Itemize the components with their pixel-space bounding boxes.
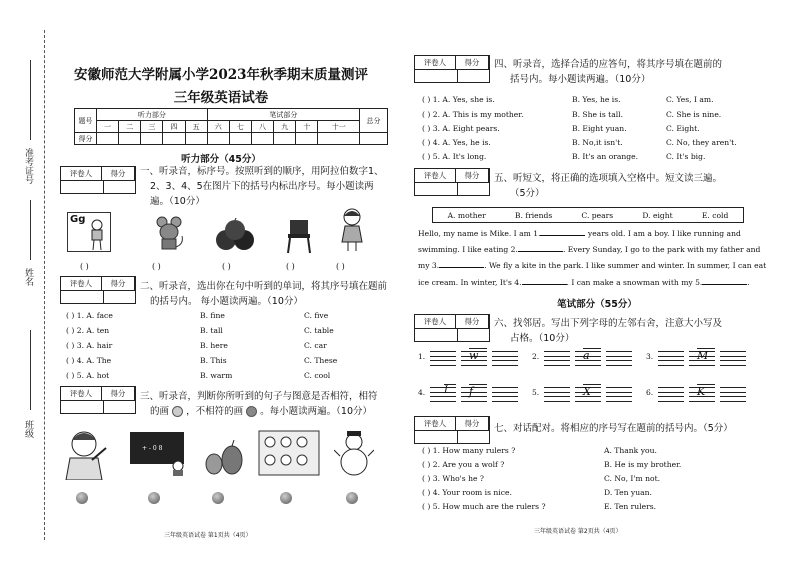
passage-text: my 3.: [418, 261, 440, 271]
reviewer-label: 评卷人: [415, 56, 456, 69]
q4-row-4-b: B. No,it isn't.: [572, 138, 623, 147]
q6-answer-cell[interactable]: [720, 351, 746, 365]
exam-title: 安徽师范大学附属小学2023年秋季期末质量测评: [73, 67, 369, 83]
card-letters: Gg: [70, 214, 86, 225]
q6-item-number: 1.: [418, 352, 426, 361]
q4-row-4-c: C. No, they aren't.: [666, 138, 737, 147]
q6-answer-cell[interactable]: [720, 387, 746, 401]
blank-5[interactable]: [702, 277, 750, 287]
q6-given-letter: M: [697, 348, 715, 362]
q6-given-letter: K: [697, 384, 715, 398]
col-header: 三: [141, 121, 163, 133]
q2-row-3-b: B. here: [200, 341, 228, 350]
score-entry[interactable]: [251, 133, 273, 145]
q7-line1: 七、对话配对。将相应的序号写在题前的括号内。（5分）: [494, 423, 733, 434]
q2-row-5-c: C. cool: [304, 371, 331, 380]
q7-answer-e: E. Ten rulers.: [604, 502, 657, 511]
score-entry[interactable]: [97, 133, 119, 145]
q4-row-1-c: C. Yes, I am.: [666, 95, 714, 104]
q1-line3: 遍。（10分）: [150, 196, 205, 207]
q2-row-4-b: B. This: [200, 356, 227, 365]
writing-cell: 笔试部分: [207, 109, 359, 121]
grader-box: [60, 166, 136, 194]
score-entry[interactable]: [318, 133, 360, 145]
binding-margin: [0, 0, 48, 561]
exam-number-label: 准考证号: [23, 148, 33, 184]
name-line[interactable]: [30, 200, 31, 260]
col-header: 九: [274, 121, 296, 133]
reviewer-label: 评卷人: [415, 417, 456, 430]
q6-given-letter-cell: [461, 387, 487, 401]
blank-1[interactable]: [540, 228, 585, 236]
q5-option-b: B. friends: [514, 210, 553, 220]
q3-line2-b: ，不相符的画: [186, 406, 244, 417]
q4-row-3-b: B. Eight yuan.: [572, 124, 627, 133]
page2-footer: 三年级英语试卷 第2页共（4页）: [534, 528, 622, 535]
reviewer-label: 评卷人: [415, 315, 456, 328]
score-label: 得分: [456, 169, 489, 182]
q4-row-1-b: B. Yes, he is.: [572, 95, 621, 104]
q1-answer-4[interactable]: ( ): [286, 262, 295, 271]
classroom-picture: [258, 430, 320, 476]
q2-row-2-a[interactable]: ( ) 2. A. ten: [66, 326, 110, 335]
q3-answer-ball-5[interactable]: [346, 492, 358, 504]
q2-row-5-a[interactable]: ( ) 5. A. hot: [66, 371, 110, 380]
q7-question-4[interactable]: ( ) 4. Your room is nice.: [422, 488, 512, 497]
q5-line2: （5分）: [510, 188, 545, 199]
q6-answer-cell[interactable]: [430, 387, 456, 401]
q2-row-4-c: C. These: [304, 356, 338, 365]
col-header: 十: [296, 121, 318, 133]
svg-text:+ - 0 8: + - 0 8: [142, 445, 163, 452]
col-header: 四: [163, 121, 185, 133]
q6-item-number: 3.: [646, 352, 654, 361]
q4-row-3-a[interactable]: ( ) 3. A. Eight pears.: [422, 124, 500, 133]
q4-row-2-a[interactable]: ( ) 2. A. This is my mother.: [422, 110, 524, 119]
sad-face-icon: [246, 406, 257, 417]
score-label: 得分: [456, 56, 489, 69]
score-entry[interactable]: [163, 133, 185, 145]
score-table: [74, 108, 388, 145]
class-line[interactable]: [30, 330, 31, 410]
score-entry[interactable]: [119, 133, 141, 145]
q2-row-2-b: B. tall: [200, 326, 223, 335]
q6-answer-cell[interactable]: [544, 387, 570, 401]
q6-answer-cell[interactable]: [606, 351, 632, 365]
q6-given-letter-cell: [689, 351, 715, 365]
q6-item-number: 6.: [646, 388, 654, 397]
q1-answer-3[interactable]: ( ): [222, 262, 231, 271]
q3-answer-ball-4[interactable]: [280, 492, 292, 504]
q1-answer-2[interactable]: ( ): [152, 262, 161, 271]
q2-row-1-a[interactable]: ( ) 1. A. face: [66, 311, 113, 320]
mouse-picture: [152, 214, 186, 252]
q6-given-letter: a: [583, 348, 601, 362]
q6-given-letter: f: [469, 384, 487, 398]
q6-answer-cell[interactable]: [430, 351, 456, 365]
writing-header: 笔试部分（55分）: [557, 299, 637, 310]
score-entry[interactable]: [296, 133, 318, 145]
letter-card-picture: [67, 212, 111, 252]
score-entry[interactable]: [141, 133, 163, 145]
q4-line1: 四、听录音，选择合适的应答句，将其序号填在题前的: [494, 59, 723, 70]
q6-answer-cell[interactable]: [492, 351, 518, 365]
q7-question-3[interactable]: ( ) 3. Who's he ?: [422, 474, 484, 483]
page1-footer: 三年级英语试卷 第1页共（4页）: [164, 532, 252, 539]
q4-row-1-a[interactable]: ( ) 1. A. Yes, she is.: [422, 95, 495, 104]
passage-text: . We fly a kite in the park. I like summer and winter. In summer, I can eat: [484, 261, 767, 271]
q6-given-letter-cell: [461, 351, 487, 365]
grader-box: [414, 314, 490, 342]
reviewer-label: 评卷人: [61, 387, 102, 400]
score-entry[interactable]: [185, 133, 207, 145]
passage-text: years old. I am a boy. I like running and: [585, 229, 741, 238]
q1-answer-5[interactable]: ( ): [336, 262, 345, 271]
q5-passage: [418, 226, 782, 291]
q6-answer-cell[interactable]: [658, 387, 684, 401]
class-label: 班级: [23, 420, 33, 438]
q6-item-number: 4.: [418, 388, 426, 397]
exam-number-line[interactable]: [30, 60, 31, 140]
q3-line2: [150, 404, 372, 419]
q4-row-5-c: C. It's big.: [666, 152, 706, 161]
score-label: 得分: [102, 387, 135, 400]
q7-answer-d: D. Ten yuan.: [604, 488, 652, 497]
passage-text: ice cream. In winter, It's 4.: [418, 277, 522, 287]
reviewer-label: 评卷人: [415, 169, 456, 182]
passage-text: swimming. I like eating 2.: [418, 245, 518, 255]
col-header: 二: [119, 121, 141, 133]
passage-text: Hello, my name is Mike. I am 1.: [418, 229, 541, 238]
q7-question-5[interactable]: ( ) 5. How much are the rulers ?: [422, 502, 546, 511]
q4-row-2-b: B. She is tall.: [572, 110, 623, 119]
q7-answer-a: A. Thank you.: [604, 446, 657, 455]
q6-answer-cell[interactable]: [658, 351, 684, 365]
q2-row-3-c: C. car: [304, 341, 327, 350]
q3-line1: 三、听录音，判断你所听到的句子与图意是否相符，相符: [140, 391, 378, 402]
defen-cell: 得分: [75, 133, 97, 145]
q3-answer-ball-3[interactable]: [212, 492, 224, 504]
cut-line: [44, 30, 45, 540]
q4-line2: 括号内。每小题读两遍。（10分）: [510, 74, 651, 85]
q7-answer-b: B. He is my brother.: [604, 460, 682, 469]
q5-option-a: A. mother: [447, 210, 486, 220]
grader-box: [60, 386, 136, 414]
q5-line1: 五、听短文，将正确的选项填入空格中。短文读三遍。: [494, 173, 723, 184]
q7-question-1[interactable]: ( ) 1. How many rulers ?: [422, 446, 516, 455]
q4-row-3-c: C. Eight.: [666, 124, 700, 133]
col-header: 一: [97, 121, 119, 133]
q5-options-box: [432, 207, 744, 223]
q7-question-2[interactable]: ( ) 2. Are you a wolf ?: [422, 460, 505, 469]
q2-row-1-c: C. five: [304, 311, 329, 320]
q5-option-d: D. eight: [642, 210, 673, 220]
q2-row-1-b: B. fine: [200, 311, 225, 320]
q6-item-number: 2.: [532, 352, 540, 361]
exam-subtitle: 三年级英语试卷: [173, 90, 269, 106]
col-header: 六: [207, 121, 229, 133]
blank-2[interactable]: [518, 244, 563, 252]
q6-answer-cell[interactable]: [492, 387, 518, 401]
passage-text: . Every Sunday, I go to the park with my father and: [562, 245, 761, 255]
grader-box: [414, 55, 490, 83]
q6-item-number: 5.: [532, 388, 540, 397]
tihao-cell: 题号: [75, 109, 97, 133]
score-entry[interactable]: [274, 133, 296, 145]
q6-extra-mark: I: [444, 384, 456, 396]
q1-answer-1[interactable]: ( ): [80, 262, 89, 271]
q3-answer-ball-1[interactable]: [76, 492, 88, 504]
total-cell: 总分: [360, 109, 388, 133]
q3-line2-c: 。每小题读两遍。（10分）: [260, 406, 372, 417]
q4-row-4-a[interactable]: ( ) 4. A. Yes, he is.: [422, 138, 491, 147]
q2-row-5-b: B. warm: [200, 371, 233, 380]
q6-given-letter: w: [469, 348, 487, 362]
q6-line1: 六、找邻居。写出下列字母的左邻右舍，注意大小写及: [494, 318, 723, 329]
q5-option-c: C. pears: [581, 210, 614, 220]
grader-box: [414, 416, 490, 444]
q4-row-5-b: B. It's an orange.: [572, 152, 639, 161]
boy-with-rulers-picture: [62, 430, 108, 480]
name-label: 姓名: [23, 268, 33, 286]
page-1: [52, 0, 390, 561]
q2-line2: 的括号内。 每小题读两遍。（10分）: [150, 296, 303, 307]
grader-box: [60, 276, 136, 304]
q7-answer-c: C. No, I'm not.: [604, 474, 661, 483]
pears-picture: [202, 438, 246, 476]
listening-cell: 听力部分: [97, 109, 208, 121]
score-label: 得分: [456, 417, 489, 430]
passage-text: .: [747, 277, 750, 287]
q6-given-letter-cell: [575, 351, 601, 365]
score-label: 得分: [102, 167, 135, 180]
col-header: 七: [229, 121, 251, 133]
girl-picture: [338, 208, 366, 252]
score-entry[interactable]: [207, 133, 229, 145]
q5-option-e: E. cold: [701, 210, 729, 220]
q2-row-4-a[interactable]: ( ) 4. A. The: [66, 356, 112, 365]
q6-given-letter: X: [583, 384, 601, 398]
q2-line1: 二、听录音，选出你在句中听到的单词，将其序号填在题前: [140, 281, 388, 292]
q3-line2-a: 的画: [150, 406, 170, 417]
q6-line2: 占格。（10分）: [510, 333, 575, 344]
q1-line1: 一、听录音，标序号。按照听到的顺序，用阿拉伯数字1、: [140, 166, 384, 177]
score-entry[interactable]: [229, 133, 251, 145]
score-label: 得分: [102, 277, 135, 290]
snowman-picture: [334, 430, 374, 478]
q6-given-letter-cell: [575, 387, 601, 401]
q4-row-2-c: C. She is nine.: [666, 110, 722, 119]
blank-4[interactable]: [522, 277, 567, 285]
grader-box: [414, 168, 490, 196]
page-2: [414, 0, 780, 561]
apples-picture: [212, 218, 260, 252]
smile-face-icon: [172, 406, 183, 417]
col-header: 十一: [318, 121, 360, 133]
q6-answer-cell[interactable]: [544, 351, 570, 365]
blank-3[interactable]: [439, 260, 484, 268]
q2-row-2-c: C. table: [304, 326, 334, 335]
reviewer-label: 评卷人: [61, 167, 102, 180]
listening-header: 听力部分（45分）: [181, 154, 261, 165]
chair-picture: [284, 218, 314, 254]
q6-given-letter-cell: [689, 387, 715, 401]
q1-line2: 2、3、4、5在图片下的括号内标出序号。每小题读两: [150, 181, 374, 192]
q6-answer-cell[interactable]: [606, 387, 632, 401]
q4-row-5-a[interactable]: ( ) 5. A. It's long.: [422, 152, 487, 161]
q3-answer-ball-2[interactable]: [148, 492, 160, 504]
col-header: 八: [251, 121, 273, 133]
reviewer-label: 评卷人: [61, 277, 102, 290]
blackboard-picture: [128, 430, 190, 476]
score-entry[interactable]: [360, 133, 388, 145]
col-header: 五: [185, 121, 207, 133]
passage-text: . I can make a snowman with my 5.: [566, 277, 703, 287]
q2-row-3-a[interactable]: ( ) 3. A. hair: [66, 341, 113, 350]
score-label: 得分: [456, 315, 489, 328]
